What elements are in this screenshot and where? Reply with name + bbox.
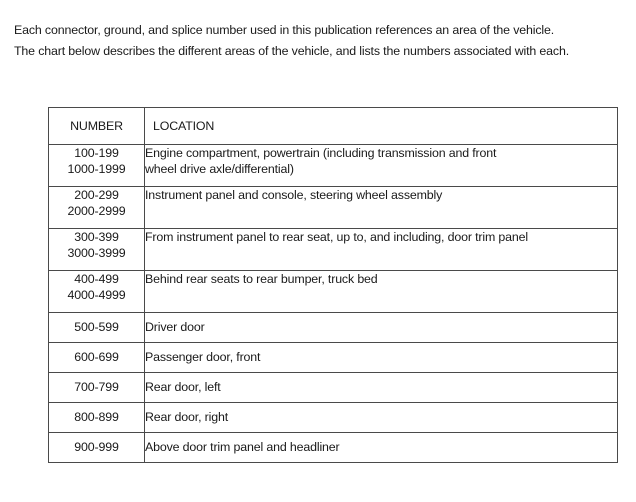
table-row bbox=[49, 271, 618, 313]
number-range: 900-999 bbox=[74, 440, 119, 454]
location-cell: Above door trim panel and headliner bbox=[145, 433, 618, 463]
number-column-header: NUMBER bbox=[49, 108, 145, 145]
number-range: 700-799 bbox=[74, 380, 119, 394]
number-range: 3000-3999 bbox=[67, 246, 126, 260]
location-table bbox=[48, 107, 618, 463]
location-cell: Rear door, left bbox=[145, 373, 618, 403]
number-range: 4000-4999 bbox=[67, 288, 126, 302]
location-cell: Driver door bbox=[145, 313, 618, 343]
table-row bbox=[49, 373, 618, 403]
number-cell bbox=[49, 433, 145, 463]
intro-text bbox=[14, 20, 629, 62]
table-row bbox=[49, 403, 618, 433]
intro-line-2: The chart below describes the different areas of the vehicle, and lists the numbers associated with each. bbox=[14, 44, 569, 58]
number-cell bbox=[49, 271, 145, 313]
table-row bbox=[49, 229, 618, 271]
number-range: 100-199 bbox=[74, 146, 119, 160]
number-range: 200-299 bbox=[74, 188, 119, 202]
number-cell bbox=[49, 313, 145, 343]
location-cell: Passenger door, front bbox=[145, 343, 618, 373]
table-row bbox=[49, 187, 618, 229]
number-cell bbox=[49, 373, 145, 403]
location-cell: From instrument panel to rear seat, up to, and including, door trim panel bbox=[145, 229, 618, 271]
intro-line-1: Each connector, ground, and splice number used in this publication references an area of the vehicle. bbox=[14, 23, 555, 37]
number-cell bbox=[49, 343, 145, 373]
number-range: 1000-1999 bbox=[67, 162, 126, 176]
number-cell bbox=[49, 403, 145, 433]
location-cell: Behind rear seats to rear bumper, truck bed bbox=[145, 271, 618, 313]
number-range: 300-399 bbox=[74, 230, 119, 244]
number-cell bbox=[49, 145, 145, 187]
table-header-row bbox=[49, 108, 618, 145]
table-row bbox=[49, 145, 618, 187]
location-cell: Rear door, right bbox=[145, 403, 618, 433]
number-range: 400-499 bbox=[74, 272, 119, 286]
number-cell bbox=[49, 187, 145, 229]
location-cell: Engine compartment, powertrain (including transmission and front wheel drive axle/differential) bbox=[145, 145, 618, 187]
table-row bbox=[49, 313, 618, 343]
number-range: 800-899 bbox=[74, 410, 119, 424]
location-cell: Instrument panel and console, steering wheel assembly bbox=[145, 187, 618, 229]
number-range: 600-699 bbox=[74, 350, 119, 364]
table-row bbox=[49, 433, 618, 463]
location-column-header: LOCATION bbox=[145, 108, 618, 145]
number-cell bbox=[49, 229, 145, 271]
table-row bbox=[49, 343, 618, 373]
number-range: 500-599 bbox=[74, 320, 119, 334]
number-range: 2000-2999 bbox=[67, 204, 126, 218]
